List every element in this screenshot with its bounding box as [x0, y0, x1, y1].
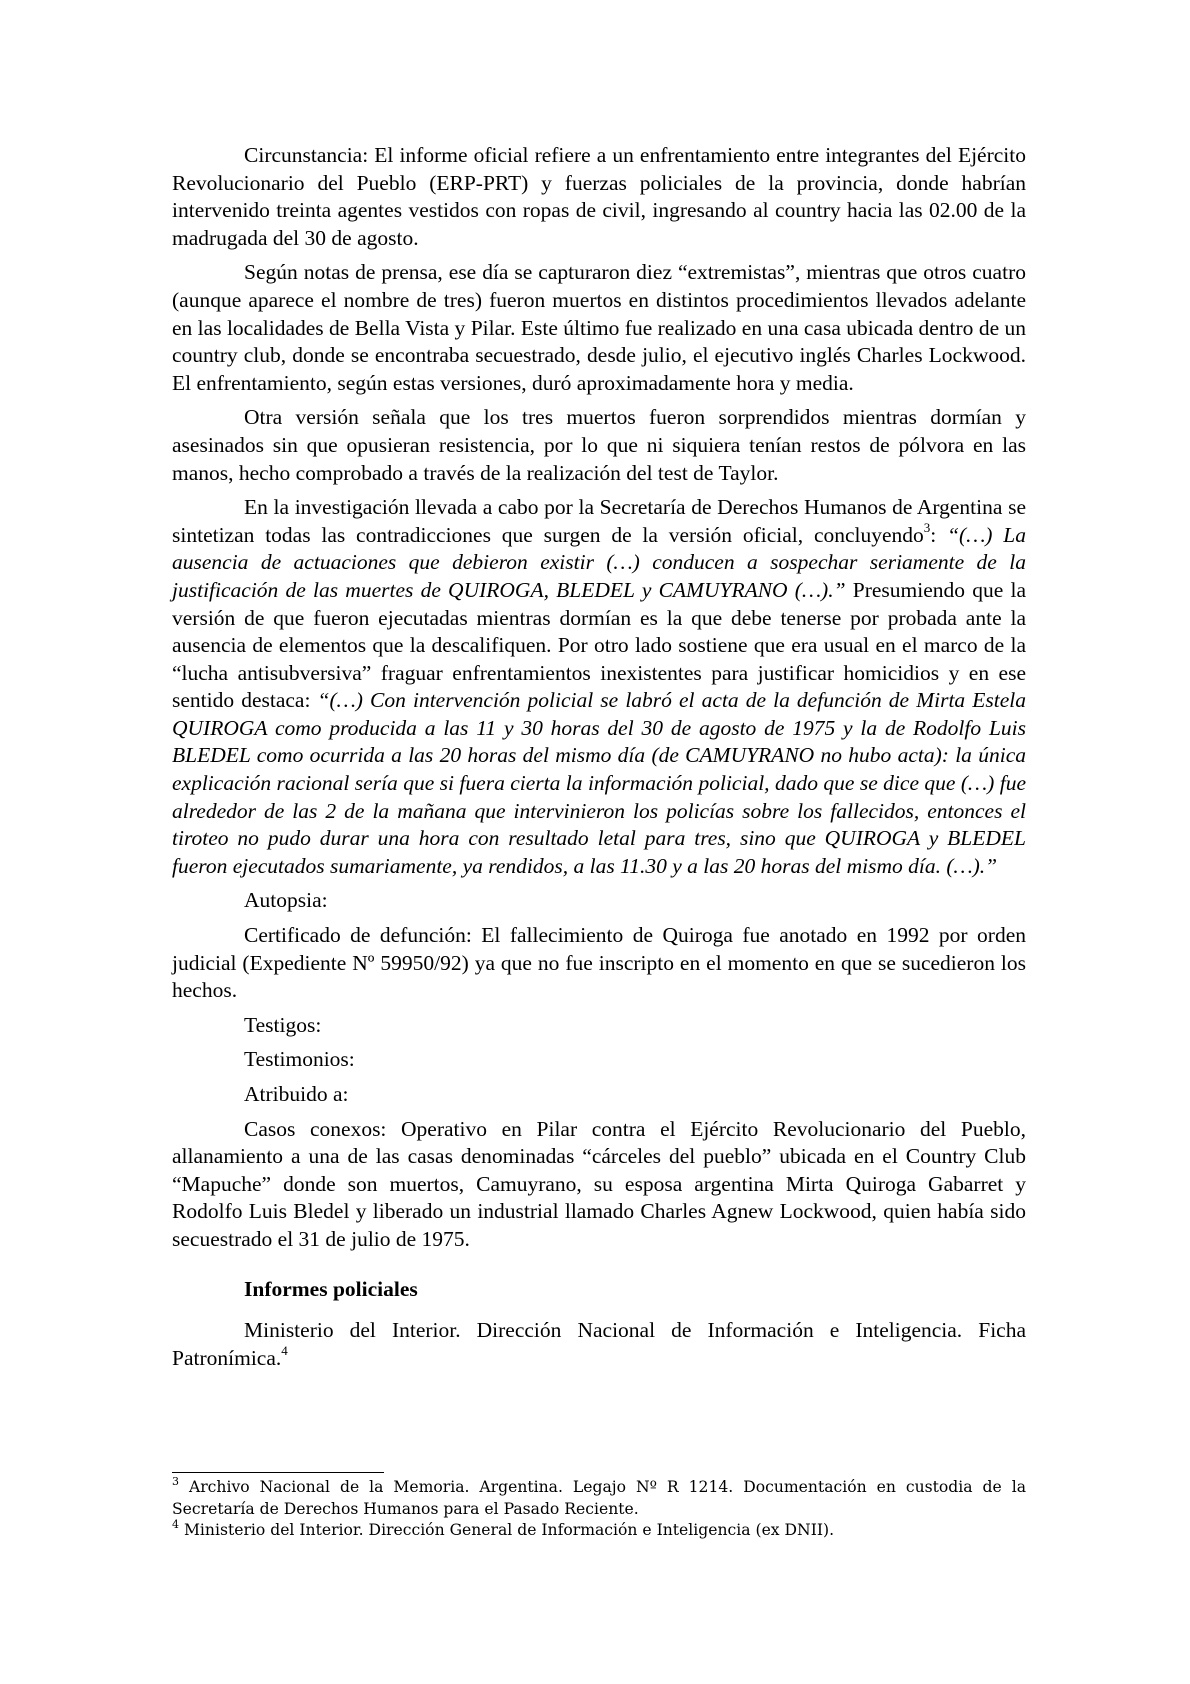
footnote-4	[172, 1517, 1026, 1542]
footnote-separator	[172, 1472, 384, 1473]
paragraph-notas-prensa: Según notas de prensa, ese día se capturaron diez “extremistas”, mientras que otros cuatro (aunque aparece el nombre de tres) fueron muertos en distintos procedimientos llevados adelante en las localidades de Bella Vista y Pilar. Este último fue realizado en una casa ubicada dentro de un country club, donde se encontraba secuestrado, desde julio, el ejecutivo inglés Charles Lockwood. El enfrentamiento, según estas versiones, duró aproximadamente hora y media.	[172, 260, 1026, 395]
footnote-3	[172, 1474, 1026, 1520]
quote-acta-defuncion: “(…) Con intervención policial se labró el acta de la defunción de Mirta Estela QUIROGA como producida a las 11 y 30 horas del 30 de agosto de 1975 y la de Rodolfo Luis BLEDEL como ocurrida a las 20 horas del mismo día (de CAMUYRANO no hubo acta): la única explicación racional sería que si fuera cierta la información policial, dado que se dice que (…) fue alrededor de las 2 de la mañana que intervinieron los policías sobre los fallecidos, entonces el tiroteo no pudo durar una hora con resultado letal para tres, sino que QUIROGA y BLEDEL fueron ejecutados sumariamente, ya rendidos, a las 11.30 y a las 20 horas del mismo día. (…).”	[172, 688, 1027, 878]
section-heading: Informes policiales	[244, 1276, 418, 1301]
paragraph-autopsia: Autopsia:	[244, 888, 328, 913]
investigacion-text-a: En la investigación llevada a cabo por la Secretaría de Derechos Humanos de Argentina se sintetizan todas las contradicciones que surgen de la versión oficial, concluyendo	[172, 495, 1026, 547]
footnote-ref-4[interactable]: 4	[281, 1342, 288, 1358]
paragraph-circunstancia: Circunstancia: El informe oficial refiere a un enfrentamiento entre integrantes del Ejército Revolucionario del Pueblo (ERP-PRT) y fuerzas policiales de la provincia, donde habrían intervenido treinta agentes vestidos con ropas de civil, ingresando al country hacia las 02.00 de la madrugada del 30 de agosto.	[172, 143, 1026, 250]
footnote-text: Archivo Nacional de la Memoria. Argentina. Legajo Nº R 1214. Documentación en custodia de la Secretaría de Derechos Humanos para el Pasado Reciente.	[172, 1478, 1026, 1518]
investigacion-text-b: :	[930, 522, 948, 547]
footnotes	[172, 1474, 1026, 1542]
paragraph-testimonios: Testimonios:	[244, 1047, 355, 1072]
paragraph-testigos: Testigos:	[244, 1012, 322, 1037]
quote-conclusion: “(…) La ausencia de actuaciones que debieron existir (…) conducen a sospechar seriamente de la justificación de las muertes de QUIROGA, BLEDEL y CAMUYRANO (…).”	[172, 522, 1026, 602]
ministerio-text: Ministerio del Interior. Dirección Nacional de Información e Inteligencia. Ficha Patronímica.	[172, 1318, 1026, 1370]
paragraph-casos-conexos: Casos conexos: Operativo en Pilar contra el Ejército Revolucionario del Pueblo, allanamiento a una de las casas denominadas “cárceles del pueblo” ubicada en el Country Club “Mapuche” donde son muertos, Camuyrano, su esposa argentina Mirta Quiroga Gabarret y Rodolfo Luis Bledel y liberado un industrial llamado Charles Agnew Lockwood, quien había sido secuestrado el 31 de julio de 1975.	[172, 1116, 1026, 1251]
investigacion-text-c: Presumiendo que la versión de que fueron ejecutadas mientras dormían es la que debe tenerse por probada ante la ausencia de elementos que la descalifiquen. Por otro lado sostiene que era usual en el marco de la “lucha antisubversiva” fraguar enfrentamientos inexistentes para justificar homicidios y en ese sentido destaca:	[172, 577, 1027, 713]
paragraph-atribuido: Atribuido a:	[244, 1082, 349, 1106]
paragraph-certificado: Certificado de defunción: El fallecimiento de Quiroga fue anotado en 1992 por orden judicial (Expediente Nº 59950/92) ya que no fue inscripto en el momento en que se sucedieron los hechos.	[172, 923, 1026, 1003]
paragraph-otra-version: Otra versión señala que los tres muertos fueron sorprendidos mientras dormían y asesinados sin que opusieran resistencia, por lo que ni siquiera tenían restos de pólvora en las manos, hecho comprobado a través de la realización del test de Taylor.	[172, 405, 1026, 485]
footnote-text: Ministerio del Interior. Dirección General de Información e Inteligencia (ex DNII).	[179, 1521, 835, 1539]
footnote-mark: 4	[172, 1517, 179, 1531]
footnote-ref-3[interactable]: 3	[923, 519, 931, 535]
document-body	[172, 142, 1026, 1378]
paragraph-ministerio	[172, 1317, 1026, 1372]
paragraph-investigacion	[172, 494, 1026, 880]
footnote-mark: 3	[172, 1474, 179, 1488]
